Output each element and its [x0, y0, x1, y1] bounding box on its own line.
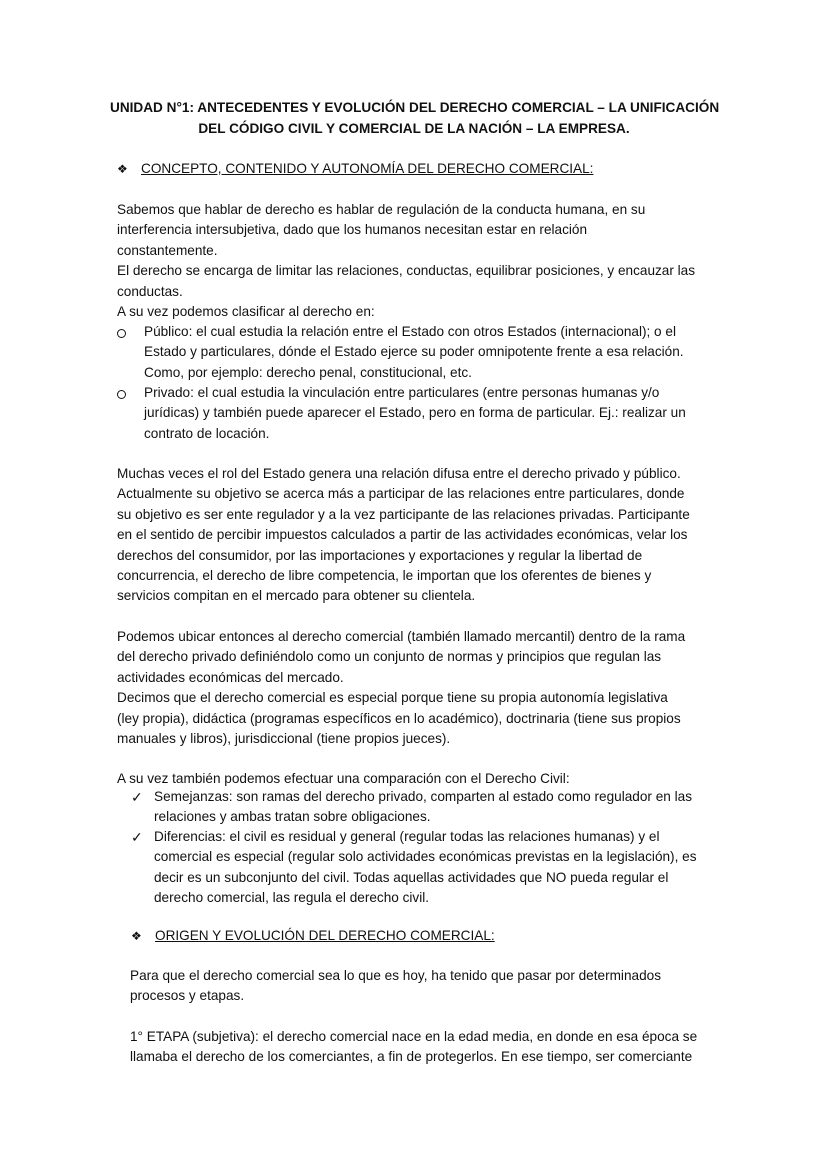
paragraph-2 [117, 464, 717, 607]
text-line: relaciones y ambas tratan sobre obligaciones. [154, 809, 431, 825]
paragraph-1 [117, 200, 717, 322]
text-line: su objetivo es ser ente regulador y a la vez participante de las relaciones privadas. Participante [117, 506, 690, 522]
diamond-bullet-icon: ❖ [117, 162, 128, 176]
text-line: derecho comercial, las regula el derecho civil. [154, 890, 430, 906]
text-line: Actualmente su objetivo se acerca más a participar de las relaciones entre particulares, donde [117, 486, 685, 502]
check-mark-icon: ✓ [131, 789, 143, 805]
title-line: UNIDAD N°1: ANTECEDENTES Y EVOLUCIÓN DEL DERECHO COMERCIAL – LA UNIFICACIÓN [110, 100, 720, 115]
text-line: derechos del consumidor, por las importaciones y exportaciones y regular la libertad de [117, 547, 643, 563]
check-mark-icon: ✓ [131, 829, 143, 845]
text-line: contrato de locación. [144, 425, 270, 441]
text-line: procesos y etapas. [130, 988, 245, 1004]
text-line: comercial es especial (regular solo actividades económicas previstas en la legislación), es [154, 849, 697, 865]
text-line: Podemos ubicar entonces al derecho comercial (también llamado mercantil) dentro de la rama [117, 629, 686, 644]
title-line: DEL CÓDIGO CIVIL Y COMERCIAL DE LA NACIÓN – LA EMPRESA. [198, 121, 630, 136]
text-line: A su vez podemos clasificar al derecho en: [117, 304, 375, 320]
text-line: del derecho privado definiéndolo como un conjunto de normas y principios que regulan las [117, 649, 662, 665]
circle-bullet-icon [117, 322, 126, 344]
text-line: conductas. [117, 283, 183, 299]
text-line: Público: el cual estudia la relación entre el Estado con otros Estados (internacional); o el [144, 324, 676, 339]
text-line: concurrencia, el derecho de libre competencia, le importan que los oferentes de bienes y [117, 568, 652, 584]
text-line: decir es un subconjunto del civil. Todas aquellas actividades que NO pueda regular el [154, 869, 669, 885]
text-line: manuales y libros), jurisdiccional (tiene propios jueces). [117, 731, 451, 747]
section-heading-concepto [117, 159, 593, 179]
text-line: constantemente. [117, 242, 218, 258]
text-line: Privado: el cual estudia la vinculación entre particulares (entre personas humanas y/o [144, 385, 660, 400]
text-line: servicios compitan en el mercado para obtener su clientela. [117, 588, 476, 604]
diamond-bullet-icon: ❖ [131, 929, 142, 943]
text-line: en el sentido de percibir impuestos calculados a partir de las actividades económicas, velar los [117, 527, 688, 543]
circle-bullet-icon [117, 383, 126, 405]
section-heading-origen [131, 926, 495, 946]
text-line: Para que el derecho comercial sea lo que es hoy, ha tenido que pasar por determinados [130, 968, 661, 983]
text-line: Semejanzas: son ramas del derecho privado, comparten al estado como regulador en las [154, 789, 693, 804]
text-line: 1° ETAPA (subjetiva): el derecho comercial nace en la edad media, en donde en esa época se [130, 1029, 698, 1044]
text-line: Sabemos que hablar de derecho es hablar de regulación de la conducta humana, en su [117, 202, 646, 217]
text-line: Diferencias: el civil es residual y general (regular todas las relaciones humanas) y el [154, 829, 660, 844]
text-line: interferencia intersubjetiva, dado que los humanos necesitan estar en relación [117, 222, 588, 238]
text-line: actividades económicas del mercado. [117, 669, 344, 685]
section-heading-text: ORIGEN Y EVOLUCIÓN DEL DERECHO COMERCIAL: [155, 928, 495, 943]
text-line: El derecho se encarga de limitar las relaciones, conductas, equilibrar posiciones, y encauzar las [117, 263, 696, 279]
page-title [110, 97, 718, 139]
text-line: Estado y particulares, dónde el Estado ejerce su poder omnipotente frente a esa relación. [144, 344, 684, 360]
text-line: jurídicas) y también puede aparecer el Estado, pero en forma de particular. Ej.: realizar un [144, 405, 686, 421]
text-line: Decimos que el derecho comercial es especial porque tiene su propia autonomía legislativa [117, 690, 668, 706]
section-heading-text: CONCEPTO, CONTENIDO Y AUTONOMÍA DEL DERECHO COMERCIAL: [141, 161, 594, 176]
text-line: Como, por ejemplo: derecho penal, constitucional, etc. [144, 364, 472, 380]
paragraph-6 [130, 1027, 720, 1068]
paragraph-3 [117, 627, 717, 749]
text-line: Muchas veces el rol del Estado genera una relación difusa entre el derecho privado y público. [117, 466, 681, 481]
text-line: llamaba el derecho de los comerciantes, a fin de protegerlos. En ese tiempo, ser comerciante [130, 1049, 693, 1065]
text-line: A su vez también podemos efectuar una comparación con el Derecho Civil: [117, 771, 570, 786]
paragraph-5 [130, 966, 720, 1007]
text-line: (ley propia), didáctica (programas específicos en lo académico), doctrinaria (tiene sus propios [117, 710, 681, 726]
